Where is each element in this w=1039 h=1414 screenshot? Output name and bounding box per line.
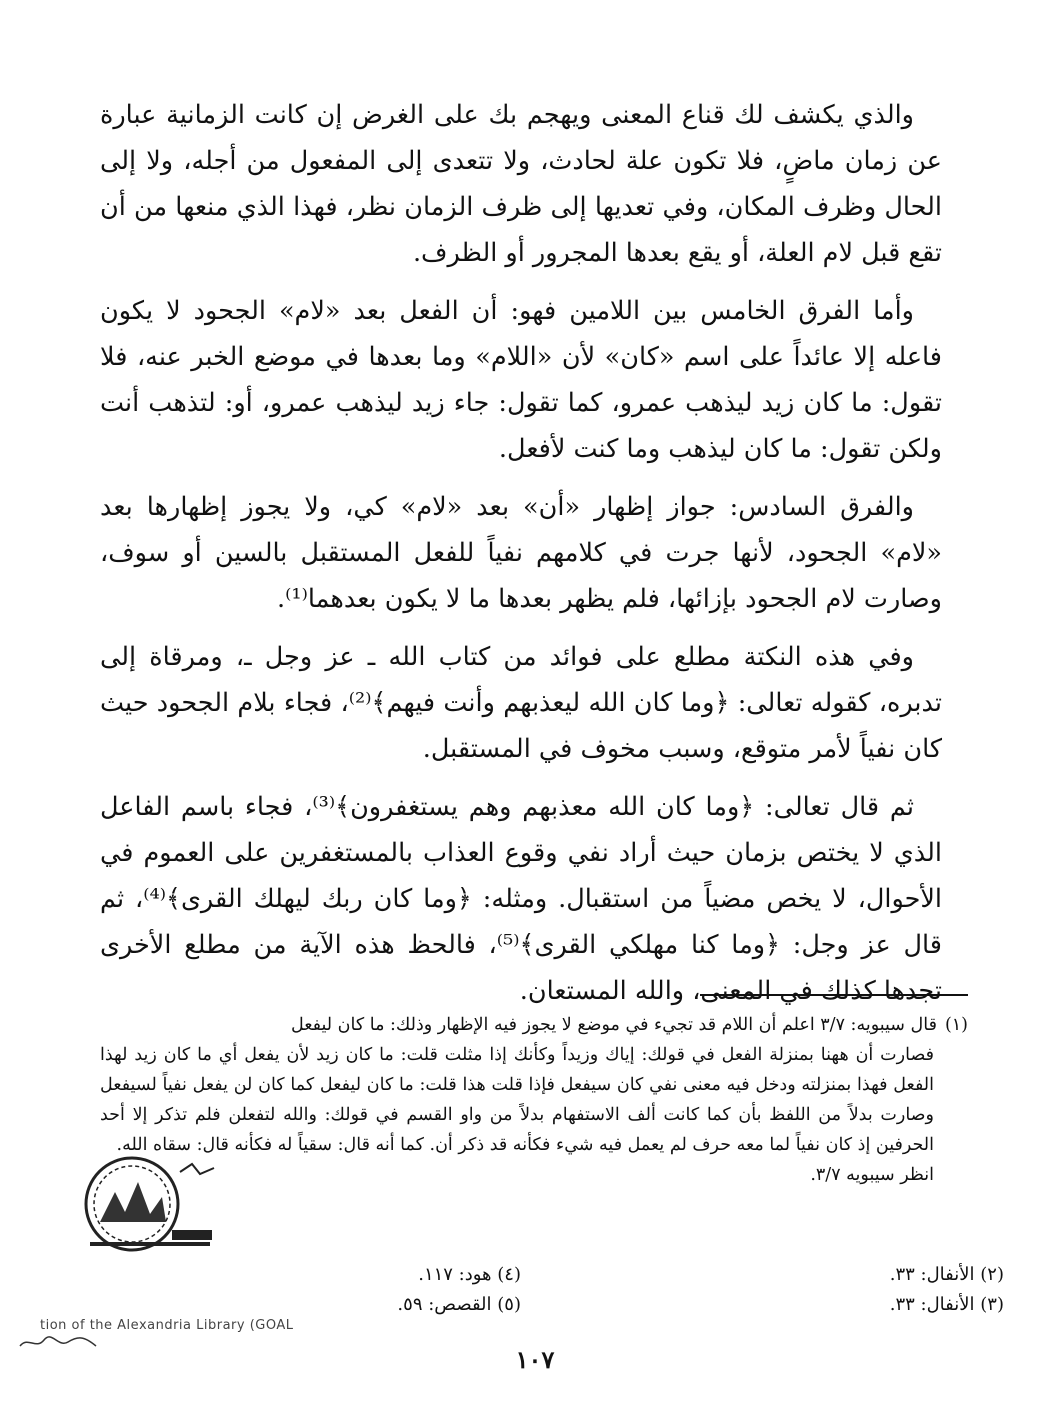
paragraph-2: وأما الفرق الخامس بين اللامين فهو: أن الفعل بعد «لام» الجحود لا يكون فاعله إلا عائداً على اسم «كان» لأن «اللام» وما بعدها في موضع الخبر عنه، فلا تقول: ما كان زيد ليذهب عمرو، كما تقول: جاء زيد ليذهب عمرو، أو: لتذهب أنت ولكن تقول: ما كان ليذهب وما كنت لأفعل. bbox=[100, 296, 942, 464]
footnote-1-first-line bbox=[100, 1010, 968, 1040]
footnote-1-line1: قال سيبويه: ٣/٧ اعلم أن اللام قد تجيء في موضع لا يجوز فيه الإظهار وذلك: ما كان ليفعل bbox=[290, 1015, 937, 1035]
paragraph-4: وفي هذه النكتة مطلع على فوائد من كتاب الله ـ عز وجل ـ، ومرقاة إلى تدبره، كقوله تعالى: ﴿وما كان الله ليعذبهم وأنت فيهم﴾⁽²⁾، فجاء بلام الجحود حيث كان نفياً لأمر متوقع، وسبب مخوف في المستقبل. bbox=[100, 642, 942, 764]
footnote-2: (٢) الأنفال: ٣٣. bbox=[889, 1264, 1004, 1285]
footnote-1-reference: انظر سيبويه ٣/٧. bbox=[810, 1165, 934, 1185]
paragraph-3: والفرق السادس: جواز إظهار «أن» بعد «لام» كي، ولا يجوز إظهارها بعد «لام» الجحود، لأنها جرت في كلامهم نفياً للفعل المستقبل بالسين أو سوف، وصارت لام الجحود بإزائها، فلم يظهر بعدها ما لا يكون بعدهما⁽¹⁾. bbox=[100, 492, 942, 614]
paragraph-5: ثم قال تعالى: ﴿وما كان الله معذبهم وهم يستغفرون﴾⁽³⁾، فجاء باسم الفاعل الذي لا يختص بزمان حيث أراد نفي وقوع العذاب بالمستغفرين على العموم في الأحوال، لا يخص مضياً من استقبال. ومثله: ﴿وما كان ربك ليهلك القرى﴾⁽⁴⁾، ثم قال عز وجل: ﴿وما كنا مهلكي القرى﴾⁽⁵⁾، فالحظ هذه الآية من مطلع الأخرى تجدها كذلك في المعنى، والله المستعان. bbox=[100, 792, 943, 1006]
library-stamp-icon bbox=[70, 1152, 230, 1262]
footnote-5: (٥) القصص: ٥٩. bbox=[397, 1294, 521, 1315]
footnote-3: (٣) الأنفال: ٣٣. bbox=[889, 1294, 1004, 1315]
library-watermark: tion of the Alexandria Library (GOAL bbox=[40, 1318, 294, 1333]
paragraph-1: والذي يكشف لك قناع المعنى ويهجم بك على الغرض إن كانت الزمانية عبارة عن زمان ماضٍ، فلا تكون علة لحادث، ولا تتعدى إلى المفعول من أجله، ولا إلى الحال وظرف المكان، وفي تعديها إلى ظرف الزمان نظر، فهذا الذي منعها من أن تقع قبل لام العلة، أو يقع بعدها المجرور أو الظرف. bbox=[100, 100, 942, 268]
main-text bbox=[100, 92, 942, 1026]
page-number: ١٠٧ bbox=[515, 1345, 555, 1374]
footnote-1-continuation: فصارت أن ههنا بمنزلة الفعل في قولك: إياك وزيداً وكأنك إذا مثلت قلت: ما كان زيد لأن يفعل أي ما كان زيد لهذا الفعل فهذا بمنزلته ودخل فيه معنى نفي كان سيفعل فإذا قلت هذا قلت: ما كان ليفعل كما كان لن يفعل نفياً لسيفعل وصارت بدلاً من اللفظ بأن كما كانت ألف الاستفهام بدلاً من واو القسم في قولك: والله لتفعلن فلم تذكر إلا أحد الحرفين إذ كان نفياً لما معه حرف لم يعمل فيه شيء فكأنه قد ذكر أن. كما أنه قال: سقياً له فكأنه قال: سقاه الله. bbox=[100, 1045, 934, 1155]
footnote-separator bbox=[700, 994, 968, 996]
footnote-1-number: (١) bbox=[944, 1015, 968, 1035]
footnote-4: (٤) هود: ١١٧. bbox=[418, 1264, 521, 1285]
footnote-1 bbox=[100, 1010, 968, 1190]
handwritten-mark-icon bbox=[18, 1334, 118, 1352]
